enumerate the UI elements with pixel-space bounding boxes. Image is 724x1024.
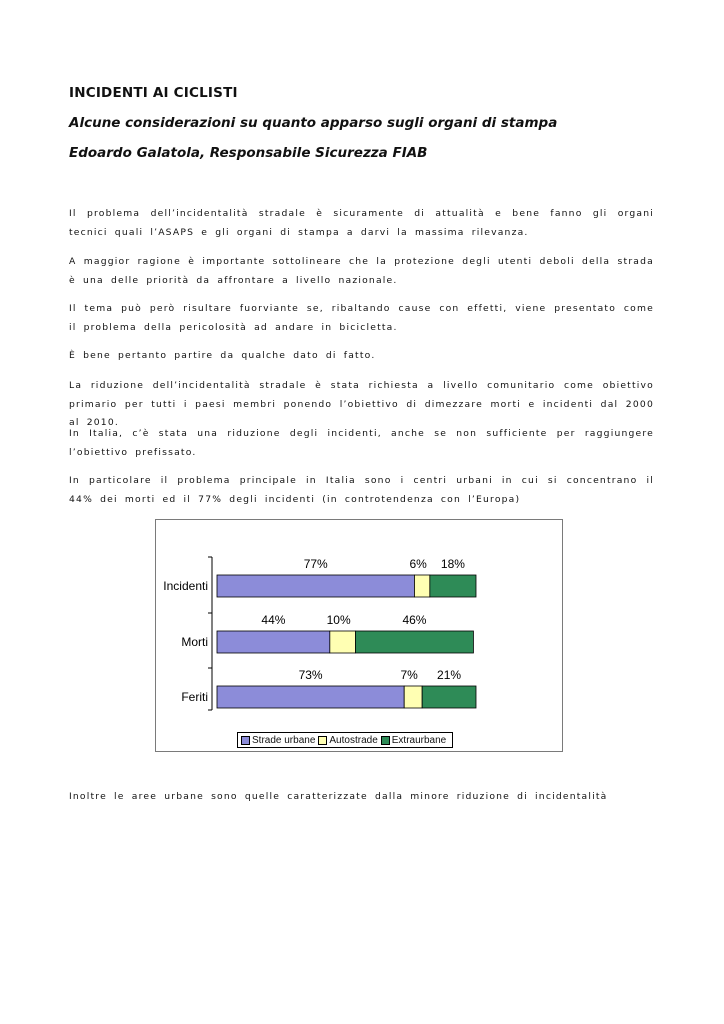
bar-feriti-1 <box>404 686 422 708</box>
data-label-incidenti-0: 77% <box>303 557 328 571</box>
paragraph-2: A maggior ragione è importante sottolineare che la protezione degli utenti deboli della strada è una delle priorità da affrontare a livello nazionale. <box>69 256 654 286</box>
paragraph-7: In particolare il problema principale in Italia sono i centri urbani in cui si concentrano il 44% dei morti ed il 77% degli incidenti (in controtendenza con l’Europa) <box>69 475 654 505</box>
bar-feriti-0 <box>217 686 404 708</box>
legend-label-1: Autostrade <box>329 734 378 746</box>
closing-paragraph: Inoltre le aree urbane sono quelle caratterizzate dalla minore riduzione di incidentalità <box>69 791 608 802</box>
document-author: Edoardo Galatola, Responsabile Sicurezza FIAB <box>69 145 428 161</box>
paragraph-4: È bene pertanto partire da qualche dato di fatto. <box>69 350 376 361</box>
bar-incidenti-1 <box>414 575 429 597</box>
data-label-incidenti-2: 18% <box>440 557 465 571</box>
data-label-morti-2: 46% <box>402 613 427 627</box>
legend-label-2: Extraurbane <box>391 734 447 746</box>
data-label-incidenti-1: 6% <box>409 557 427 571</box>
data-label-feriti-2: 21% <box>437 668 462 682</box>
bar-incidenti-0 <box>217 575 414 597</box>
legend-item-1 <box>318 735 377 746</box>
category-label-feriti: Feriti <box>181 690 208 704</box>
paragraph-3: Il tema può però risultare fuorviante se, ribaltando cause con effetti, viene presentato come il problema della pericolosità ad andare in bicicletta. <box>69 303 654 333</box>
data-label-feriti-0: 73% <box>298 668 323 682</box>
document-subtitle: Alcune considerazioni su quanto apparso sugli organi di stampa <box>69 115 558 131</box>
data-label-morti-1: 10% <box>326 613 351 627</box>
paragraph-1: Il problema dell’incidentalità stradale è sicuramente di attualità e bene fanno gli organi tecnici quali l’ASAPS e gli organi di stampa a darvi la massima rilevanza. <box>69 208 654 238</box>
bar-morti-2 <box>355 631 473 653</box>
legend-item-0 <box>241 735 315 746</box>
legend-label-0: Strade urbane <box>252 734 316 746</box>
paragraph-5: La riduzione dell’incidentalità stradale è stata richiesta a livello comunitario come obiettivo primario per tutti i paesi membri ponendo l’obiettivo di dimezzare morti e incidenti dal 2000 al 2010. <box>69 380 654 428</box>
bar-feriti-2 <box>422 686 476 708</box>
data-label-feriti-1: 7% <box>400 668 418 682</box>
document-title: INCIDENTI AI CICLISTI <box>69 85 238 101</box>
chart-legend <box>237 732 453 748</box>
legend-swatch-1 <box>318 736 327 745</box>
bar-incidenti-2 <box>430 575 476 597</box>
bar-morti-1 <box>330 631 356 653</box>
category-label-incidenti: Incidenti <box>163 579 208 593</box>
data-label-morti-0: 44% <box>261 613 286 627</box>
chart-container <box>155 519 563 752</box>
legend-swatch-0 <box>241 736 250 745</box>
legend-item-2 <box>381 735 446 746</box>
legend-swatch-2 <box>381 736 390 745</box>
bar-morti-0 <box>217 631 330 653</box>
paragraph-6: In Italia, c’è stata una riduzione degli incidenti, anche se non sufficiente per raggiungere l’obiettivo prefissato. <box>69 428 654 458</box>
category-label-morti: Morti <box>181 635 208 649</box>
stacked-bar-chart <box>156 520 562 751</box>
